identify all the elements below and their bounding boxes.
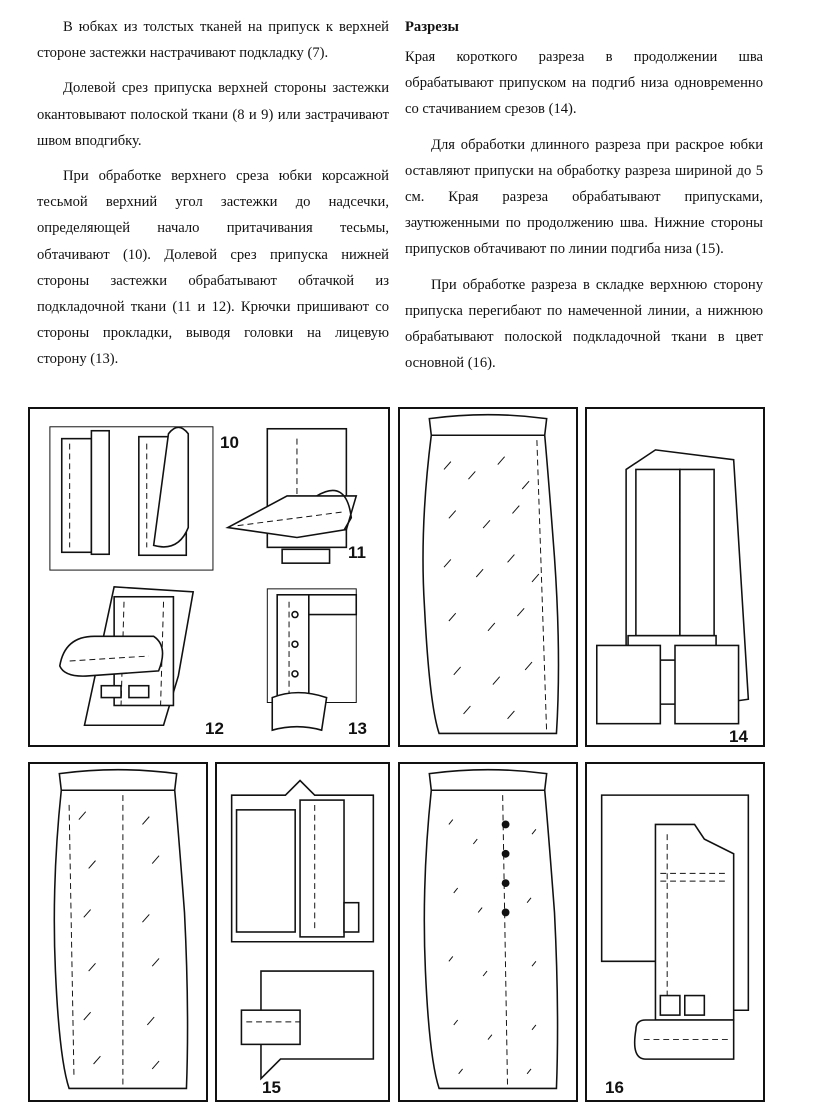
skirt-illustration-15	[30, 764, 206, 1100]
paragraph: При обработке разреза в складке верхнюю сторону припуска перегибают по намеченной линии, а нижнюю обрабатывают полоской подкладочной ткани в цвет основной (16).	[405, 276, 763, 372]
left-text-column	[37, 14, 389, 382]
figure-number: 11	[348, 543, 366, 562]
figure-number: 10	[220, 433, 239, 452]
figure-panel-14	[585, 407, 765, 747]
figure-panel-skirt	[398, 407, 578, 747]
section-heading: Разрезы	[405, 19, 459, 35]
figure-panel-15-skirt	[28, 762, 208, 1102]
garment-illustration-10-13	[30, 409, 388, 745]
slit-illustration-14	[587, 409, 763, 745]
figure-panel-16-skirt	[398, 762, 578, 1102]
figure-number: 13	[348, 719, 367, 738]
paragraph: Края короткого разреза в продолжении шва обрабатывают припуском на подгиб низа одновременно со стачиванием срезов (14).	[405, 49, 763, 118]
paragraph: В юбках из толстых тканей на припуск к верхней стороне застежки настрачивают подкладку (7).	[37, 19, 389, 62]
figure-panel-16	[585, 762, 765, 1102]
slit-illustration-16	[587, 764, 763, 1100]
slit-illustration-15	[217, 764, 388, 1100]
figure-panel-15	[215, 762, 390, 1102]
figure-number: 12	[205, 719, 224, 738]
figure-number: 16	[605, 1078, 624, 1097]
skirt-illustration-16	[400, 764, 576, 1100]
paragraph: При обработке верхнего среза юбки корсажной тесьмой верхний угол застежки до надсечки, определяющей начало притачивания тесьмы, обтачивают (10). Долевой срез припуска нижней стороны застежки обрабатывают обтачкой из подкладочной ткани (11 и 12). Крючки пришивают со стороны прокладки, выводя головки на лицевую сторону (13).	[37, 168, 389, 368]
figure-number: 14	[729, 727, 748, 746]
right-text-column	[405, 14, 763, 385]
paragraph: Для обработки длинного разреза при раскрое юбки оставляют припуски на обработку разреза шириной до 5 см. Края разреза обрабатывают припусками, заутюженными по продолжению шва. Нижние стороны припусков обтачивают по линии подгиба низа (15).	[405, 136, 763, 258]
skirt-illustration	[400, 409, 576, 745]
paragraph: Долевой срез припуска верхней стороны застежки окантовывают полоской ткани (8 и 9) или застрачивают швом вподгибку.	[37, 80, 389, 149]
figure-number: 15	[262, 1078, 281, 1097]
figure-panel-10-13	[28, 407, 390, 747]
